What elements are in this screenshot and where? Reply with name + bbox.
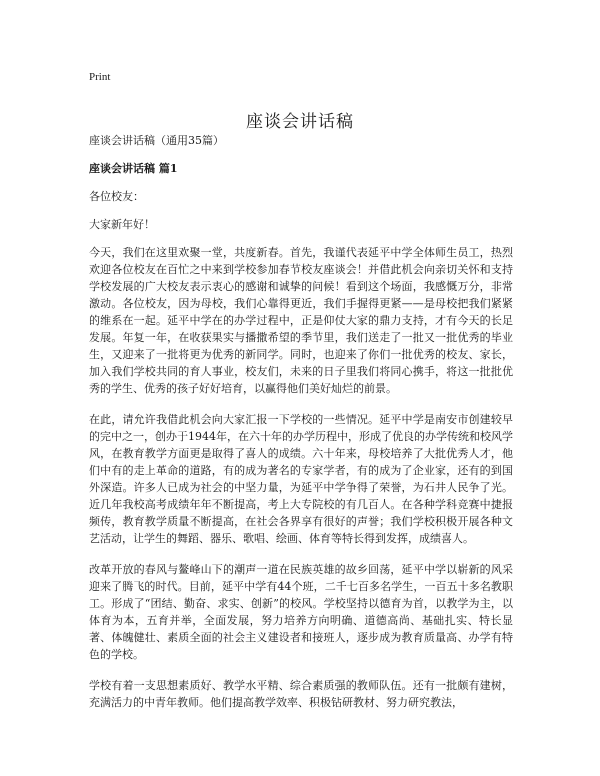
print-link[interactable]: Print bbox=[89, 71, 111, 83]
document-subtitle: 座谈会讲话稿（通用35篇） bbox=[89, 134, 224, 147]
document-title: 座谈会讲话稿 bbox=[246, 112, 354, 133]
section-heading: 座谈会讲话稿 篇1 bbox=[89, 162, 178, 175]
paragraph: 在此，请允许我借此机会向大家汇报一下学校的一些情况。延平中学是南安市创建较早的完中之一，创办于1944年，在六十年的办学历程中，形成了优良的办学传统和校风学风，在教育教学方面更是取得了喜人的成绩。六十年来，母校培养了大批优秀人才，他们中有的走上革命的道路，有的成为著名的专家学者，有的成为了企业家，还有的到国外深造。许多人已成为社会的中坚力量，为延平中学争得了荣誉，为石井人民争了光。近几年我校高考成绩年年不断提高，考上大专院校的有几百人。在各种学科竞赛中捷报频传，教育教学质量不断提高，在社会各界享有很好的声誉；我们学校积极开展各种文艺活动，让学生的舞蹈、器乐、歌唱、绘画、体育等特长得到发挥，成绩喜人。 bbox=[89, 413, 513, 545]
greeting: 大家新年好！ bbox=[89, 218, 155, 231]
salutation: 各位校友： bbox=[89, 190, 144, 203]
document-body bbox=[89, 132, 513, 725]
paragraph: 改革开放的春风与鳌峰山下的潮声一道在民族英雄的故乡回荡，延平中学以崭新的风采迎来了腾飞的时代。目前，延平中学有44个班，二千七百多名学生，一百五十多名教职工。形成了“团结、勤奋、求实、创新”的校风。学校坚持以德育为首，以教学为主，以体育为本，五育并举，全面发展，努力培养方向明确、道德高尚、基础扎实、特长显著、体魄健壮、素质全面的社会主义建设者和接班人，逐步成为教育质量高、办学有特色的学校。 bbox=[89, 563, 513, 661]
paragraph: 学校有着一支思想素质好、教学水平精、综合素质强的教师队伍。还有一批颇有建树，充满活力的中青年教师。他们提高教学效率、积极钻研教材、努力研究教法， bbox=[89, 679, 513, 709]
paragraph: 今天，我们在这里欢聚一堂，共度新春。首先，我谨代表延平中学全体师生员工，热烈欢迎各位校友在百忙之中来到学校参加春节校友座谈会！并借此机会向亲切关怀和支持学校发展的广大校友表示衷心的感谢和诚挚的问候！看到这个场面，我感慨万分，非常激动。各位校友，因为母校，我们心靠得更近，我们手握得更紧——是母校把我们紧紧的维系在一起。延平中学在的办学过程中，正是仰仗大家的鼎力支持，才有今天的长足发展。年复一年，在收获果实与播撒希望的季节里，我们送走了一批又一批优秀的毕业生，又迎来了一批将更为优秀的新同学。同时，也迎来了你们一批优秀的校友、家长，加入我们学校共同的育人事业，校友们，未来的日子里我们将同心携手，将这一批批优秀的学生、优秀的孩子好好培育，以赢得他们美好灿烂的前景。 bbox=[89, 246, 513, 395]
